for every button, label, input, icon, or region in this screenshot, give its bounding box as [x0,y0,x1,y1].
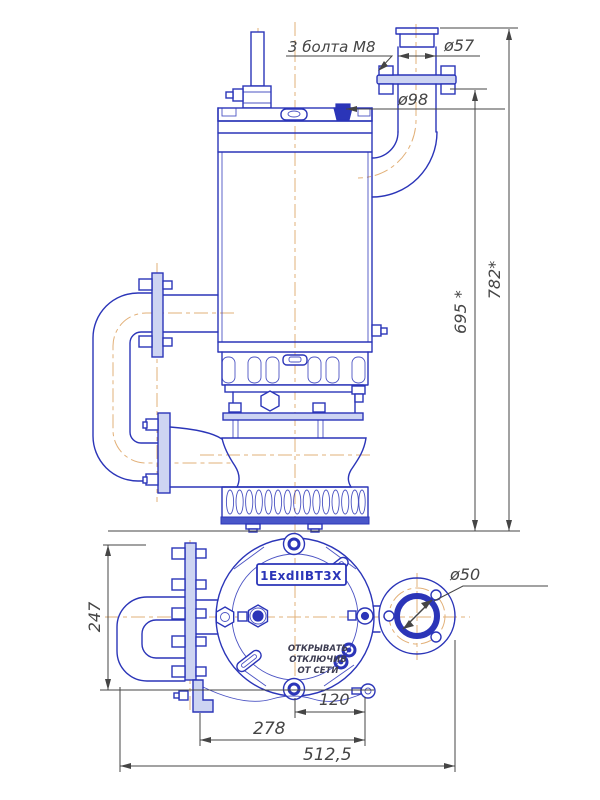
warning-line-1: ОТКРЫВАТЬ [287,644,349,654]
dim-outlet-bore [434,565,548,601]
dim-width-total [120,640,455,772]
dim-label: 695 * [451,290,470,334]
pump-mid-section [223,386,365,438]
cable-gland [226,32,271,108]
plan-view [117,534,455,713]
gland-side-bolt [233,89,243,101]
elbow-upper-flange [152,273,163,357]
dim-label: ø57 [444,36,475,55]
pipe-flange [377,75,456,84]
dim-label: ø50 [450,565,481,584]
body-side-bolt [372,325,381,336]
elbow-lower-flange [158,413,170,493]
dim-height-total [440,28,518,531]
dim-flange-to-outlet [200,713,365,746]
lug-bolt-top [284,534,305,555]
note-bolts [286,38,392,71]
dim-label: 247 [85,601,104,633]
dim-label: 782* [485,260,504,300]
side-bolt-left [216,607,233,627]
support-foot [193,680,213,712]
hex-bolt [261,391,279,411]
flange-bolt [441,66,455,75]
cover-tab-sw [235,648,263,673]
dim-height-to-flange [450,89,487,531]
dim-label: 512,5 [303,745,352,765]
dim-label: 278 [253,719,286,739]
warning-line-2: ОТКЛЮЧИВ [289,655,347,665]
strainer-slots [226,490,365,514]
note-label: 3 болта М8 [288,38,376,56]
warning-text [288,644,348,676]
warning-line-3: ОТ СЕТИ [297,666,339,676]
pump-flange [223,413,363,420]
plan-discharge-elbow [117,543,218,712]
marking-plate [257,564,346,585]
dim-label: 120 [319,690,350,709]
outlet-flange [373,578,455,654]
dim-label: ø98 [398,90,429,109]
pump-volute [222,438,366,487]
strainer-base-band [221,517,369,524]
left-discharge-elbow [93,273,237,493]
motor-body [218,108,387,352]
centerlines [105,22,470,714]
plan-flange-plate [185,543,196,680]
bolt-hole [431,632,441,642]
marking-plate-text: 1ExdIIBT3X [260,569,342,583]
center-bolt [238,605,268,627]
bolt-hole [384,611,394,621]
dim-flange-diameter [346,90,505,112]
